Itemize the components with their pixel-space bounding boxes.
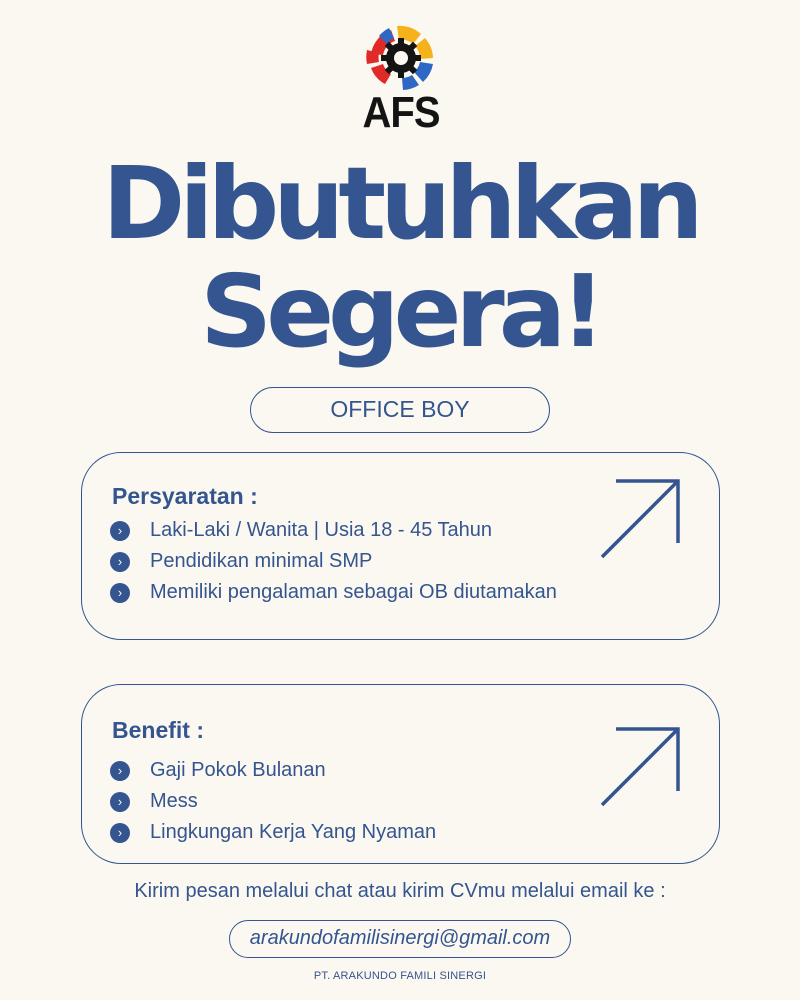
chevron-right-icon: › xyxy=(110,521,130,541)
list-item xyxy=(110,817,436,848)
arrow-up-right-icon xyxy=(598,477,682,561)
list-item xyxy=(110,546,557,577)
chevron-right-icon: › xyxy=(110,792,130,812)
arrow-up-right-icon xyxy=(598,725,682,809)
chevron-right-icon: › xyxy=(110,552,130,572)
list-item xyxy=(110,755,436,786)
requirements-title: Persyaratan : xyxy=(112,483,258,509)
contact-instructions: Kirim pesan melalui chat atau kirim CVmu melalui email ke : xyxy=(134,880,666,902)
list-item xyxy=(110,577,557,608)
chevron-right-icon: › xyxy=(110,583,130,603)
list-item-text: Memiliki pengalaman sebagai OB diutamakan xyxy=(150,581,557,603)
list-item-text: Pendidikan minimal SMP xyxy=(150,550,373,572)
list-item xyxy=(110,786,436,817)
headline-line-1: Dibutuhkan xyxy=(102,145,698,262)
requirements-card xyxy=(81,452,720,640)
list-item-text: Gaji Pokok Bulanan xyxy=(150,759,326,781)
benefits-title: Benefit : xyxy=(112,717,204,743)
gear-logo-icon xyxy=(362,20,440,92)
company-name: PT. ARAKUNDO FAMILI SINERGI xyxy=(313,970,487,982)
benefits-list xyxy=(110,755,436,848)
list-item-text: Mess xyxy=(150,790,198,812)
logo-text: AFS xyxy=(362,89,440,137)
requirements-list xyxy=(110,515,557,608)
email-link[interactable]: arakundofamilisinergi@gmail.com xyxy=(229,920,571,958)
company-logo xyxy=(362,20,440,138)
position-badge: OFFICE BOY xyxy=(250,387,550,433)
headline-line-2: Segera! xyxy=(200,253,600,370)
benefits-card xyxy=(81,684,720,864)
list-item xyxy=(110,515,557,546)
chevron-right-icon: › xyxy=(110,823,130,843)
list-item-text: Laki-Laki / Wanita | Usia 18 - 45 Tahun xyxy=(150,519,493,541)
chevron-right-icon: › xyxy=(110,761,130,781)
list-item-text: Lingkungan Kerja Yang Nyaman xyxy=(150,821,437,843)
